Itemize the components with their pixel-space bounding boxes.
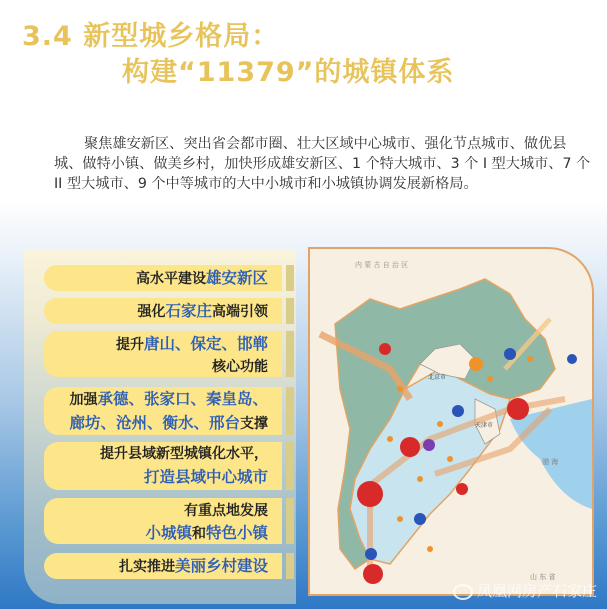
svg-text:渤 海: 渤 海 <box>542 458 559 466</box>
item-text: 和 <box>191 526 206 542</box>
strategy-item <box>44 498 282 544</box>
item-text: 强化 <box>137 304 166 320</box>
item-highlight: 石家庄 <box>165 302 212 320</box>
item-highlight: 小城镇 <box>145 524 192 542</box>
svg-text:北京市: 北京市 <box>428 374 447 381</box>
item-text: 加强 <box>69 392 98 408</box>
item-highlight: 雄安新区 <box>205 269 268 287</box>
map-graphic <box>310 249 592 594</box>
strategy-item <box>44 387 282 435</box>
watermark-text: 凤凰网房产石家庄 <box>476 582 597 600</box>
weibo-icon <box>453 584 473 600</box>
strategy-item <box>44 298 282 324</box>
item-text: 高端引领 <box>212 304 268 320</box>
strategy-item <box>44 331 282 377</box>
strategy-item <box>44 553 282 579</box>
svg-text:山 东 省: 山 东 省 <box>530 573 556 581</box>
item-text: 有重点地发展 <box>184 503 268 519</box>
item-highlight: 唐山、保定、邯郸 <box>143 335 268 353</box>
item-text: 核心功能 <box>212 359 268 375</box>
watermark <box>453 580 597 601</box>
item-text: 支撑 <box>240 416 268 432</box>
intro-text: 聚焦雄安新区、突出省会都市圈、壮大区域中心城市、强化节点城市、做优县城、做特小镇、做美乡村，加快形成雄安新区、1 个特大城市、3 个 I 型大城市、7 个 II 型大城市、9 个中等城市的大中小城市和小城镇协调发展新格局。 <box>54 136 591 192</box>
strategy-item <box>44 265 282 291</box>
item-highlight: 承德、张家口、秦皇岛、 <box>97 390 268 408</box>
item-highlight: 打造县域中心城市 <box>143 468 268 486</box>
map-label-inner-mongolia: 内 蒙 古 自 治 区 <box>355 261 409 269</box>
item-text: 高水平建设 <box>135 271 206 287</box>
strategy-panel <box>24 249 296 604</box>
item-text: 提升 <box>115 337 144 353</box>
intro-paragraph <box>54 134 594 194</box>
item-highlight: 廊坊、沧州、衡水、邢台 <box>69 414 240 432</box>
hebei-urban-system-map <box>308 247 594 596</box>
item-highlight: 美丽乡村建设 <box>174 557 268 575</box>
title-line-1: 3.4 新型城乡格局： <box>22 21 280 52</box>
svg-text:天津市: 天津市 <box>475 422 494 429</box>
item-text: 扎实推进 <box>118 559 175 575</box>
strategy-item <box>44 442 282 490</box>
item-text: 提升县域新型城镇化水平， <box>100 446 268 462</box>
title-line-2: 构建“11379”的城镇体系 <box>122 57 455 88</box>
item-highlight: 特色小镇 <box>205 524 268 542</box>
